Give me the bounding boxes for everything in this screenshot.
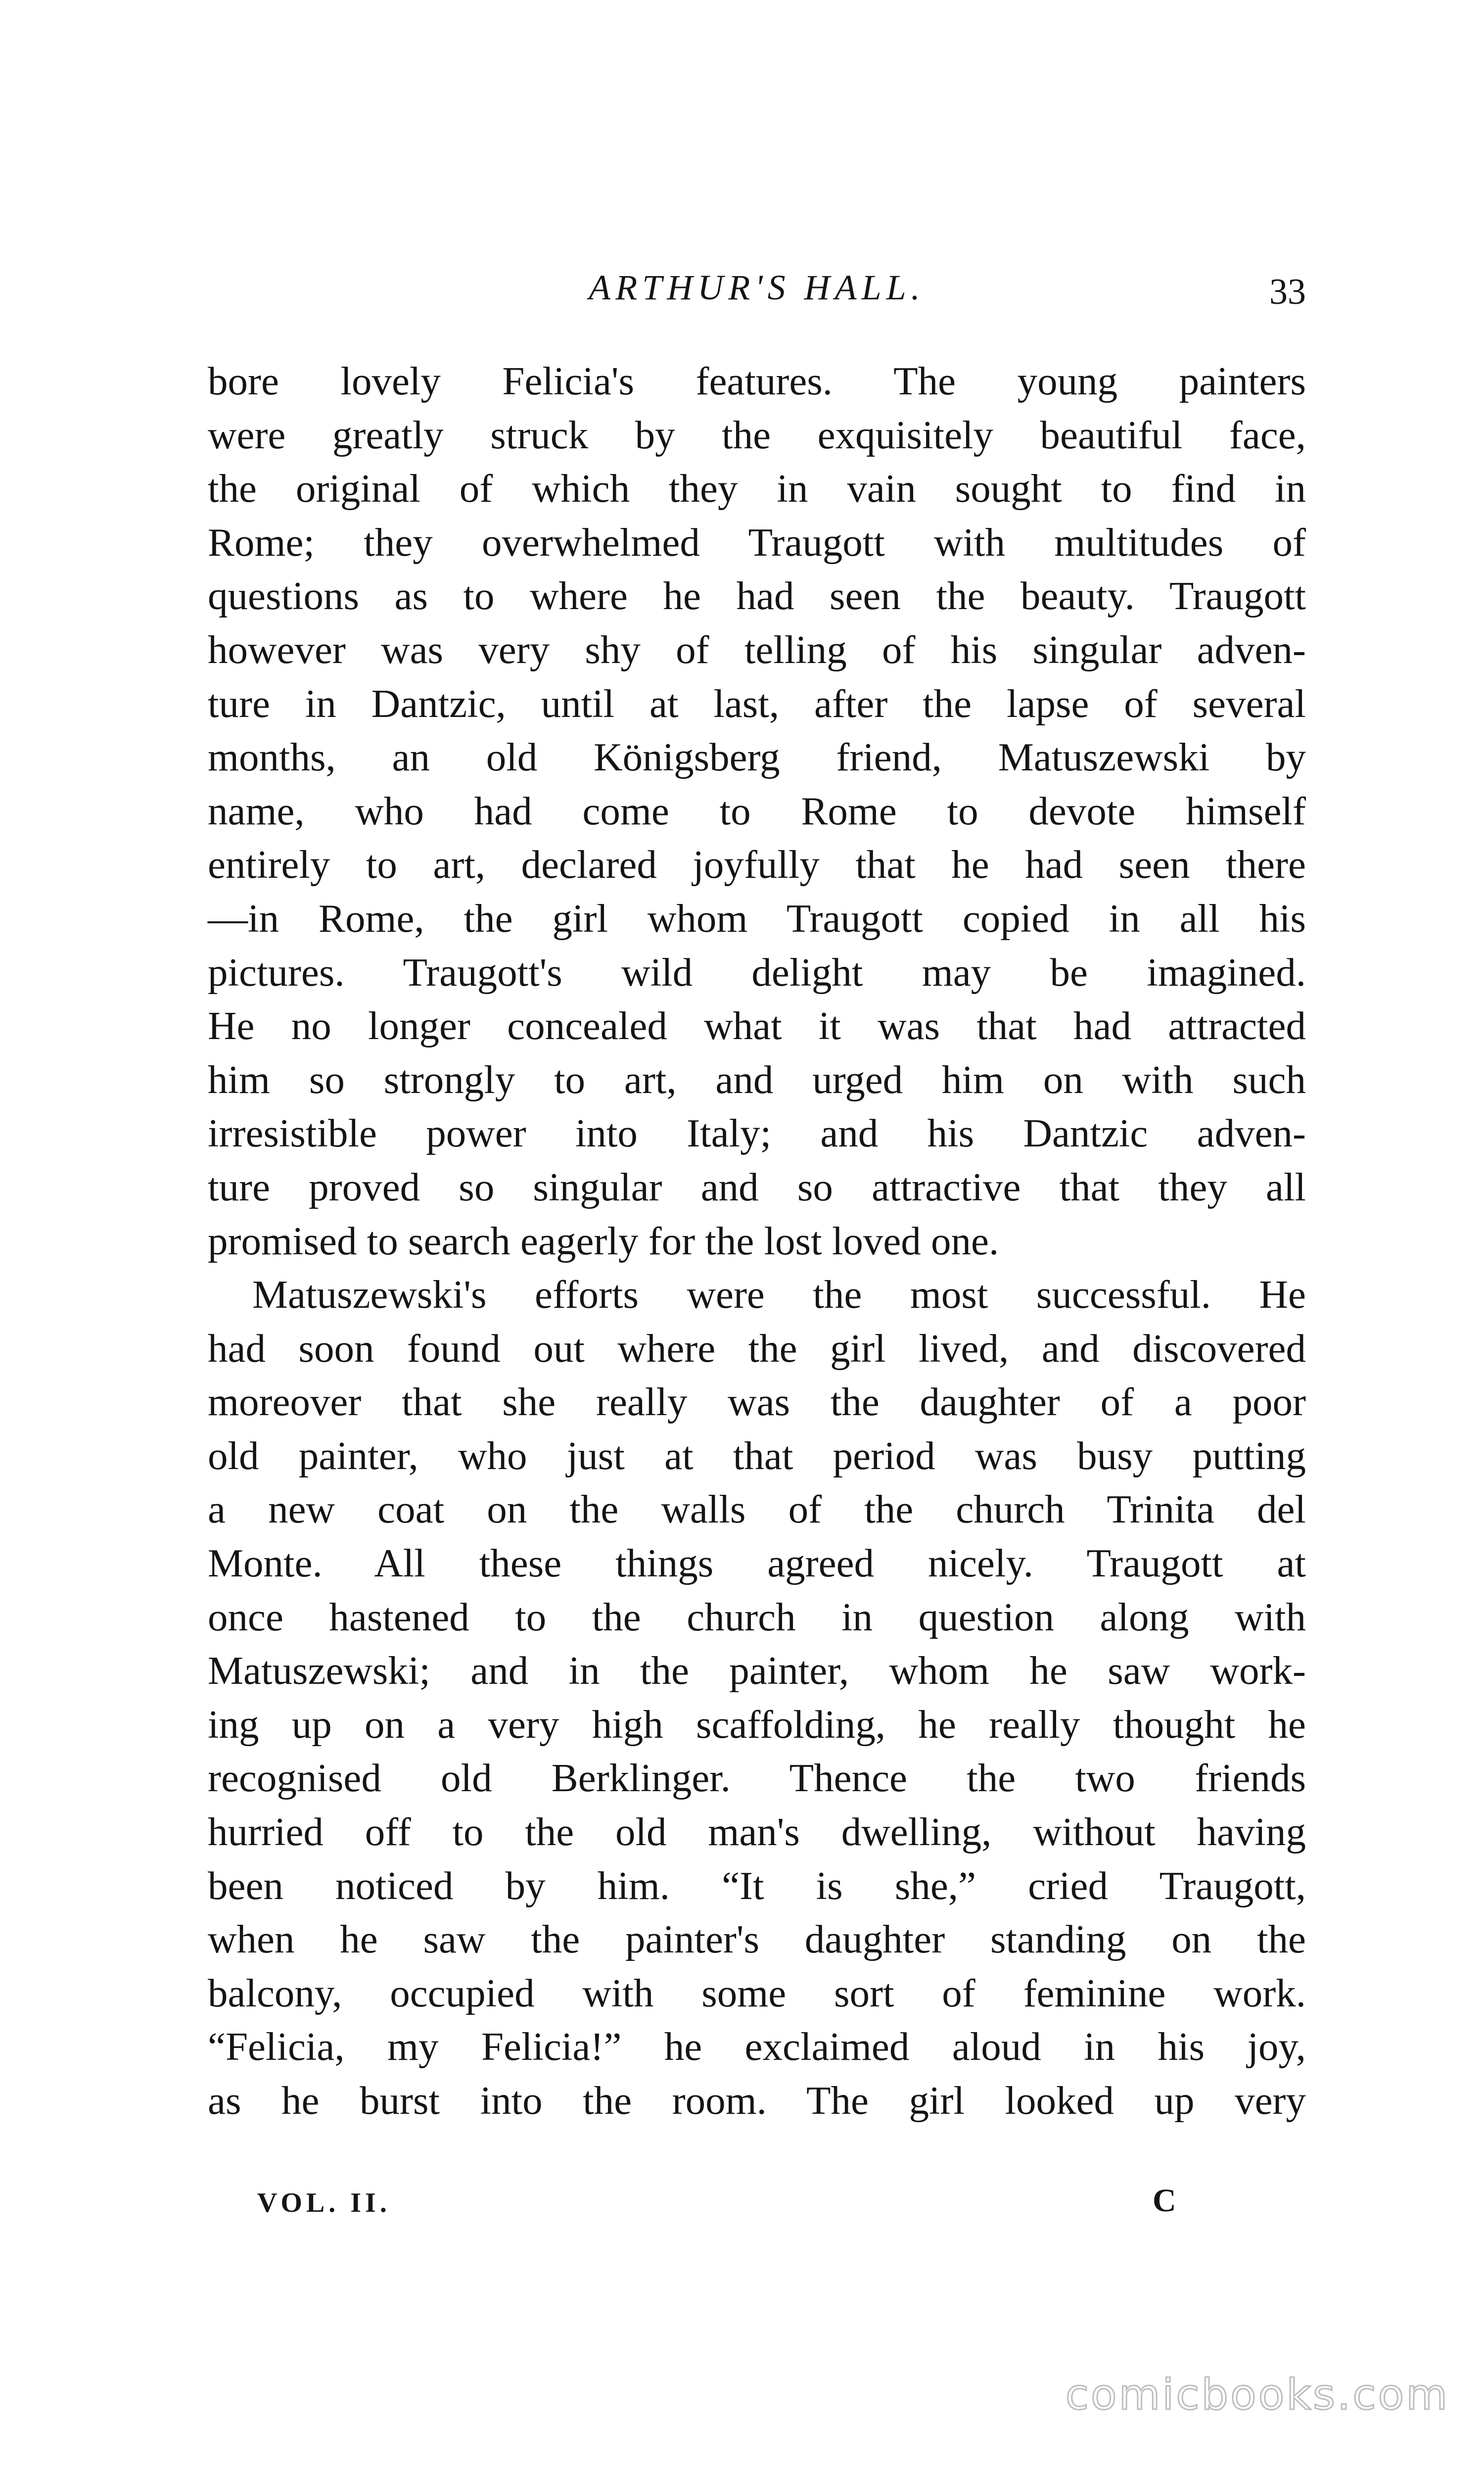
text-line: months, an old Königsberg friend, Matuszewski by — [208, 735, 1306, 780]
text-line: recognised old Berklinger. Thence the two friends — [208, 1756, 1306, 1801]
text-line: the original of which they in vain sought to find in — [208, 466, 1306, 511]
text-line: He no longer concealed what it was that had attracted — [208, 1003, 1306, 1048]
text-line: name, who had come to Rome to devote himself — [208, 788, 1306, 833]
text-line: as he burst into the room. The girl looked up very — [208, 2078, 1306, 2123]
volume-signature: VOL. II. — [257, 2188, 391, 2218]
page-header — [208, 267, 1306, 327]
running-head: ARTHUR'S HALL. — [589, 268, 925, 307]
signature-letter: C — [1153, 2183, 1176, 2219]
text-line: questions as to where he had seen the beauty. Traugott — [208, 573, 1306, 618]
text-line: once hastened to the church in question along with — [208, 1594, 1306, 1639]
text-line: a new coat on the walls of the church Trinita del — [208, 1487, 1306, 1532]
text-line: old painter, who just at that period was busy putting — [208, 1433, 1306, 1478]
text-line: promised to search eagerly for the lost loved one. — [208, 1218, 999, 1263]
text-line: ture proved so singular and so attractive that they all — [208, 1164, 1306, 1209]
text-line: were greatly struck by the exquisitely beautiful face, — [208, 412, 1306, 457]
text-line: bore lovely Felicia's features. The young painters — [208, 359, 1306, 403]
text-line: when he saw the painter's daughter standing on the — [208, 1917, 1306, 1962]
text-line: however was very shy of telling of his singular adven- — [208, 627, 1306, 672]
text-line: moreover that she really was the daughter of a poor — [208, 1380, 1306, 1425]
text-line: Monte. All these things agreed nicely. Traugott at — [208, 1541, 1306, 1586]
body-text — [208, 354, 1306, 2128]
text-line: entirely to art, declared joyfully that he had seen there — [208, 842, 1306, 887]
text-line: him so strongly to art, and urged him on with such — [208, 1057, 1306, 1102]
watermark-logo: comicbooks.com — [1065, 2370, 1449, 2420]
text-line: Matuszewski; and in the painter, whom he saw work- — [208, 1648, 1306, 1693]
text-line: hurried off to the old man's dwelling, without having — [208, 1809, 1306, 1855]
paragraph-start-line: Matuszewski's efforts were the most successful. He — [252, 1272, 1306, 1317]
text-line: balcony, occupied with some sort of feminine work. — [208, 1970, 1306, 2015]
text-line: had soon found out where the girl lived, and discovered — [208, 1326, 1306, 1371]
text-line: ture in Dantzic, until at last, after the lapse of several — [208, 681, 1306, 726]
text-line: been noticed by him. “It is she,” cried Traugott, — [208, 1863, 1306, 1908]
text-line: pictures. Traugott's wild delight may be imagined. — [208, 950, 1306, 995]
text-line: —in Rome, the girl whom Traugott copied in all his — [208, 896, 1306, 941]
text-line: Rome; they overwhelmed Traugott with multitudes of — [208, 520, 1306, 565]
text-line: “Felicia, my Felicia!” he exclaimed aloud in his joy, — [208, 2024, 1306, 2069]
page-number: 33 — [1269, 272, 1306, 312]
text-line: irresistible power into Italy; and his Dantzic adven- — [208, 1111, 1306, 1156]
text-line: ing up on a very high scaffolding, he really thought he — [208, 1702, 1306, 1747]
